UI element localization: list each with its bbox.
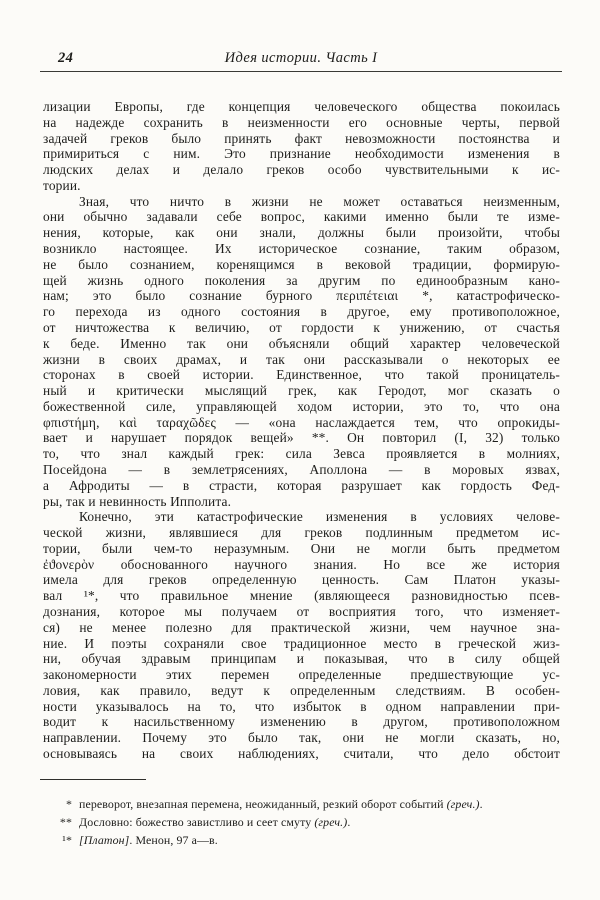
text-line: ный и критически мыслящий грек, как Геродот, мог сказать о: [43, 383, 560, 399]
footnote-text-pre: переворот, внезапная перемена, неожиданный, резкий оборот событий: [79, 797, 447, 811]
text-line: ἐϑονερὸν обоснованного научного знания. Но все же история: [43, 556, 560, 572]
footnote-text: [79, 795, 562, 813]
text-line: к беде. Именно так они объясняли общий характер человеческой: [43, 335, 560, 351]
text-line: щей жизнь одного поколения за другим по единообразным кано-: [43, 272, 560, 288]
running-title: Идея истории. Часть I: [224, 50, 378, 66]
text-line: задачей греков было принять факт невозможности постоянства и: [43, 130, 560, 146]
text-line: дознания, которое мы получаем от восприятия того, что изменяет-: [43, 604, 560, 619]
text-line: направлении. Почему это было так, они не могли сказать, но,: [43, 730, 560, 746]
text-line: сторонах в своей истории. Единственное, что такой проницатель-: [43, 367, 560, 383]
text-line: имела для греков определенную ценность. Сам Платон указы-: [43, 572, 560, 588]
text-line: ческой жизни, являвшиеся для греков подлинным предметом ис-: [43, 525, 560, 541]
footnote: [40, 795, 562, 813]
text-line: не было сознанием, коренящимся в вековой традиции, формирую-: [43, 256, 560, 272]
text-line: лизации Европы, где концепция человеческого общества покоилась: [43, 99, 560, 114]
footnote-text-post: .: [347, 815, 351, 829]
text-line: они обычно задавали себе вопрос, какими именно были те изме-: [43, 209, 560, 225]
body-text: [43, 99, 560, 762]
text-line: Конечно, эти катастрофические изменения в условиях челове-: [79, 509, 560, 525]
text-line: закономерности этих перемен определенные предшествующие ус-: [43, 667, 560, 683]
footnote-separator: [40, 779, 146, 780]
text-line: а Афродиты — в страсти, которая разрушает как гордость Фед-: [43, 477, 560, 493]
text-line: вал ¹*, что правильное мнение (являющееся разновидностью псев-: [43, 588, 560, 604]
text-line: ни, обучая здравым принципам и показывая, что в силу общей: [43, 651, 560, 667]
text-line: то, что знал каждый грек: сила Зевса проявляется в молниях,: [43, 446, 560, 462]
footnote: [40, 831, 562, 849]
text-line: жизни в своих драмах, и так они рассказывали о некоторых ее: [43, 351, 560, 367]
text-line: ры, так и невинность Ипполита.: [43, 493, 232, 509]
text-line: тории.: [43, 177, 81, 193]
text-line: вает и нарушает порядок вещей» **. Он повторил (I, 32) только: [43, 430, 560, 446]
page-number: 24: [58, 50, 74, 66]
header-rule: [40, 71, 562, 72]
footnote-text: [79, 831, 562, 849]
footnote: [40, 813, 562, 831]
text-line: от ничтожества к величию, от гордости к унижению, от счастья: [43, 319, 560, 335]
footnote-text-pre: Дословно: божество завистливо и сеет смуту: [79, 815, 315, 829]
footnotes: [40, 795, 562, 849]
footnote-text: [79, 813, 562, 831]
text-line: основываясь на своих наблюдениях, считали, что дело обстоит: [43, 746, 560, 762]
text-line: примириться с ним. Это признание необходимости изменения в: [43, 146, 560, 162]
footnote-text-post: .: [479, 797, 483, 811]
text-line: водит к насильственному изменению в другом, противоположном: [43, 714, 560, 730]
text-line: людских делах и делало греков особо чувствительными к ис-: [43, 162, 560, 178]
header-row: [40, 50, 562, 68]
footnote-text-post: . Менон, 97 а—в.: [129, 833, 218, 847]
footnote-marker: ¹*: [62, 833, 72, 847]
footnote-text-italic: (греч.): [446, 797, 480, 811]
text-line: тории, были чем-то неразумным. Они не могли быть предметом: [43, 540, 560, 556]
text-line: Зная, что ничто в жизни не может оставаться неизменным,: [79, 193, 560, 209]
footnote-marker: **: [59, 815, 72, 829]
text-line: на надежде сохранить в неизменности его основные черты, первой: [43, 114, 560, 130]
text-line: φπιστήμη, καὶ ταραχῶδες — «она наслаждается тем, что опрокиды-: [43, 414, 560, 430]
text-line: нения, которые, как они знали, должны были произойти, чтобы: [43, 225, 560, 241]
footnote-text-italic: (греч.): [314, 815, 348, 829]
text-line: ся) не менее полезно для практической жизни, чем научное зна-: [43, 619, 560, 635]
footnote-marker: *: [65, 797, 72, 811]
text-line: божественной силе, управляющей ходом истории, это то, что она: [43, 398, 560, 414]
text-line: нам; это было сознание бурного περιπέτειαι *, катастрофическо-: [43, 288, 560, 304]
text-line: ловия, как правило, ведут к определенным следствиям. В особен-: [43, 682, 560, 698]
page-header: [40, 50, 562, 72]
text-line: возникло настоящее. Их историческое сознание, таким образом,: [43, 241, 560, 257]
text-line: ности указывалось на то, что избыток в одном направлении при-: [43, 698, 560, 714]
footnote-text-italic: [Платон]: [79, 833, 130, 847]
text-line: Посейдона — в землетрясениях, Аполлона — в моровых язвах,: [43, 461, 560, 477]
text-line: ние. И поэты сохраняли свое традиционное место в греческой жиз-: [43, 635, 560, 651]
text-line: го перехода из одного состояния в другое, ему противоположное,: [43, 304, 560, 320]
